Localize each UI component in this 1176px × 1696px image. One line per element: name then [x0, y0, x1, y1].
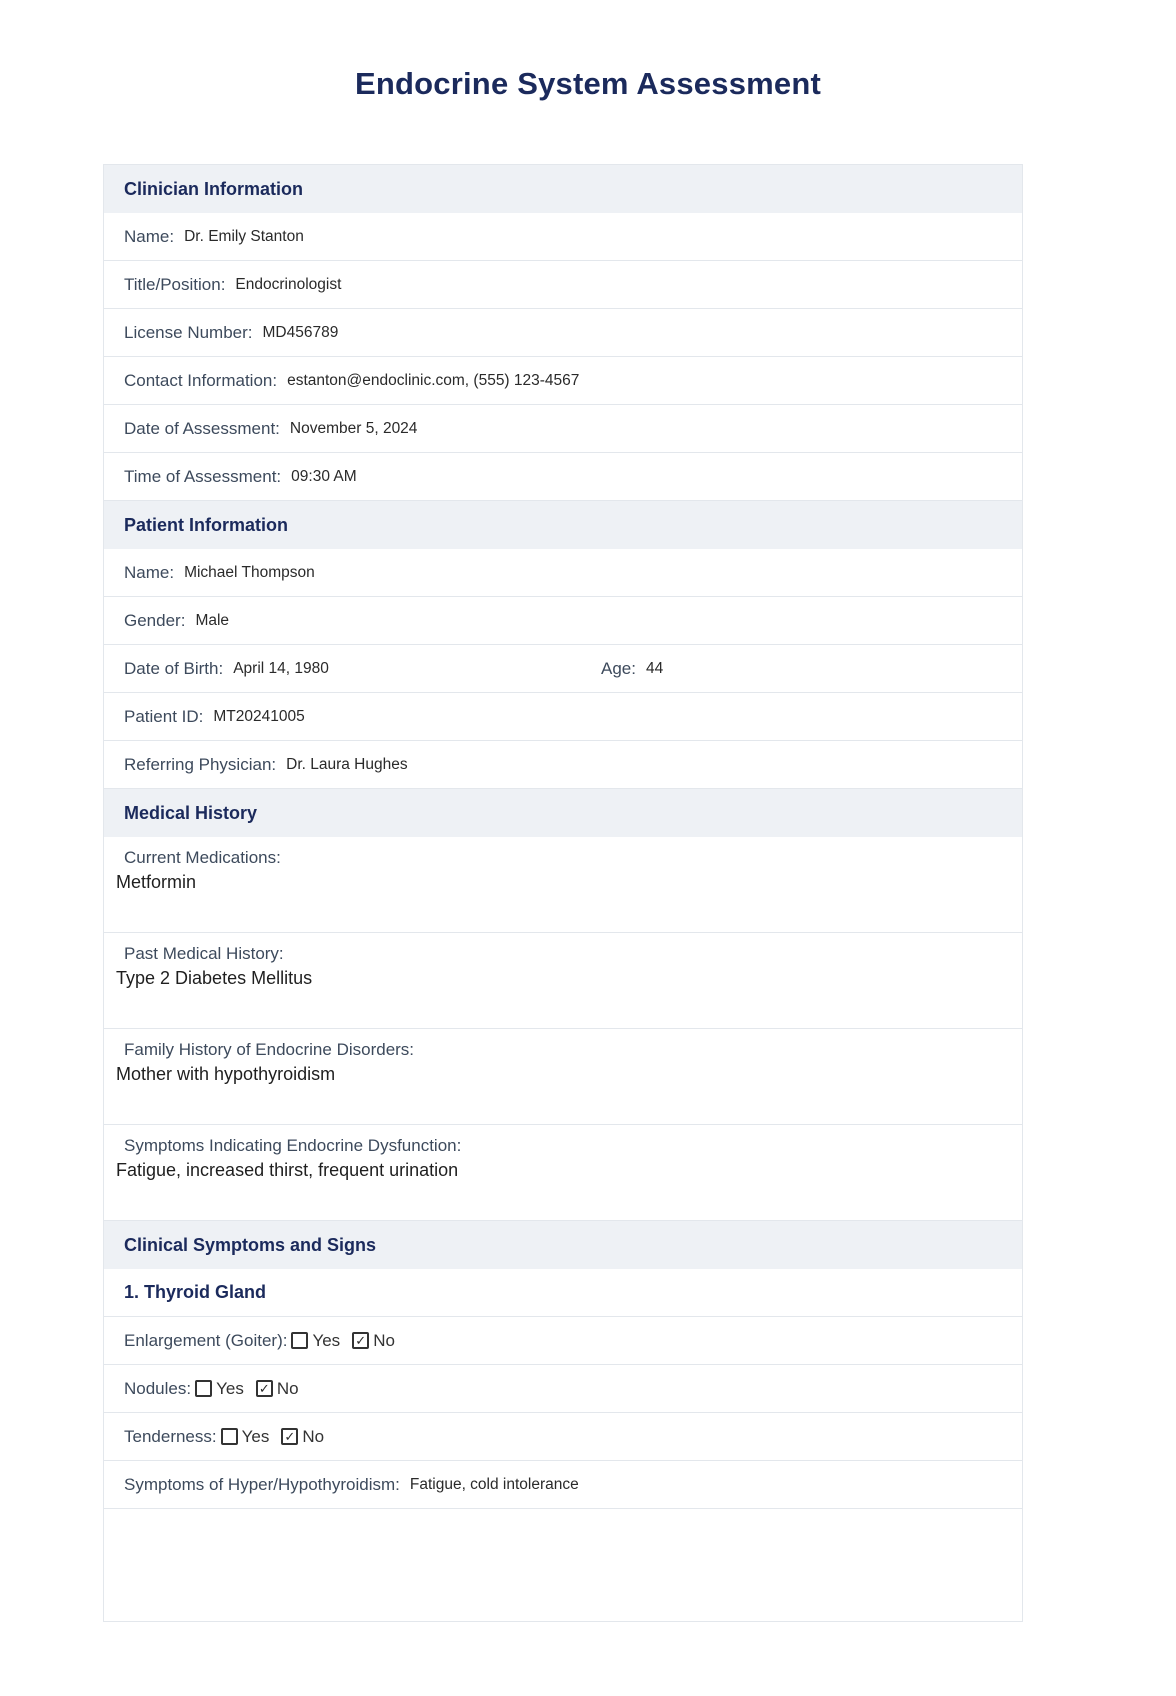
patient-name-row: [104, 549, 1022, 597]
past-medical-history-label: Past Medical History:: [124, 944, 284, 963]
patient-id-label: Patient ID:: [124, 706, 204, 726]
assessment-form: [103, 164, 1023, 1622]
symptoms-hyper-hypothyroidism-row: [104, 1461, 1022, 1509]
symptoms-endocrine-dysfunction-label: Symptoms Indicating Endocrine Dysfunction:: [124, 1136, 462, 1155]
patient-age-label: Age:: [601, 658, 636, 678]
current-medications-row: [104, 837, 1022, 933]
patient-information-section-header: Patient Information: [104, 501, 1022, 549]
symptoms-endocrine-dysfunction-row: [104, 1125, 1022, 1221]
nodules-yes-option-label: Yes: [216, 1378, 244, 1398]
tenderness-row: [104, 1413, 1022, 1461]
patient-id-row: [104, 693, 1022, 741]
contact-information-label: Contact Information:: [124, 370, 278, 390]
patient-gender-label: Gender:: [124, 610, 186, 630]
tenderness-yes-option-label: Yes: [241, 1426, 270, 1446]
clinician-information-section-header: Clinician Information: [104, 165, 1022, 213]
patient-age-value: 44: [645, 659, 664, 677]
medical-history-section-header: Medical History: [104, 789, 1022, 837]
nodules-yes-checkbox[interactable]: [195, 1380, 212, 1397]
current-medications-label: Current Medications:: [124, 848, 281, 867]
patient-name-value: Michael Thompson: [184, 563, 315, 581]
referring-physician-label: Referring Physician:: [124, 754, 277, 774]
patient-id-value: MT20241005: [213, 707, 305, 725]
thyroid-gland-row: [104, 1269, 1022, 1317]
time-of-assessment-label: Time of Assessment:: [124, 466, 282, 486]
page-title: Endocrine System Assessment: [355, 66, 821, 101]
symptoms-endocrine-dysfunction-value: Fatigue, increased thirst, frequent urination: [116, 1160, 459, 1180]
referring-physician-row: [104, 741, 1022, 789]
check-icon: ✓: [258, 1381, 270, 1396]
patient-name-label: Name:: [124, 562, 175, 582]
clinician-title-position-label: Title/Position:: [124, 274, 226, 294]
document-page: [0, 66, 1176, 1696]
date-of-assessment-label: Date of Assessment:: [124, 418, 280, 438]
nodules-no-option-label: No: [276, 1378, 299, 1398]
referring-physician-value: Dr. Laura Hughes: [286, 755, 408, 773]
license-number-row: [104, 309, 1022, 357]
enlargement-goiter-row: [104, 1317, 1022, 1365]
family-history-endocrine-disorders-row: [104, 1029, 1022, 1125]
patient-gender-row: [104, 597, 1022, 645]
enlargement-goiter-no-checkbox[interactable]: [352, 1332, 369, 1349]
family-history-endocrine-disorders-label: Family History of Endocrine Disorders:: [124, 1040, 415, 1059]
thyroid-gland-subheader: 1. Thyroid Gland: [124, 1282, 267, 1302]
contact-information-row: [104, 357, 1022, 405]
time-of-assessment-row: [104, 453, 1022, 501]
clinician-title-position-value: Endocrinologist: [235, 275, 342, 293]
nodules-row: [104, 1365, 1022, 1413]
date-of-assessment-row: [104, 405, 1022, 453]
family-history-endocrine-disorders-value: Mother with hypothyroidism: [116, 1064, 336, 1084]
nodules-label: Nodules:: [124, 1378, 192, 1398]
license-number-label: License Number:: [124, 322, 253, 342]
tenderness-label: Tenderness:: [124, 1426, 217, 1446]
date-of-assessment-value: November 5, 2024: [289, 419, 418, 437]
enlargement-goiter-no-option-label: No: [373, 1330, 395, 1350]
check-icon: ✓: [355, 1333, 367, 1348]
clinician-name-label: Name:: [124, 226, 175, 246]
check-icon: ✓: [284, 1429, 296, 1444]
date-of-birth-label: Date of Birth:: [124, 658, 224, 678]
current-medications-value: Metformin: [116, 872, 197, 892]
patient-age-field: [601, 645, 663, 692]
symptoms-hyper-hypothyroidism-label: Symptoms of Hyper/Hypothyroidism:: [124, 1474, 400, 1494]
clinical-symptoms-and-signs-section-header: Clinical Symptoms and Signs: [104, 1221, 1022, 1269]
nodules-no-checkbox[interactable]: [256, 1380, 273, 1397]
clinician-name-value: Dr. Emily Stanton: [184, 227, 304, 245]
tenderness-no-checkbox[interactable]: [281, 1428, 298, 1445]
past-medical-history-value: Type 2 Diabetes Mellitus: [116, 968, 313, 988]
symptoms-hyper-hypothyroidism-value: Fatigue, cold intolerance: [409, 1475, 579, 1493]
tenderness-no-option-label: No: [302, 1426, 325, 1446]
patient-gender-value: Male: [195, 611, 230, 629]
date-of-birth-value: April 14, 1980: [233, 659, 329, 677]
enlargement-goiter-yes-checkbox[interactable]: [291, 1332, 308, 1349]
past-medical-history-row: [104, 933, 1022, 1029]
date-of-birth-row: [104, 645, 1022, 693]
contact-information-value: estanton@endoclinic.com, (555) 123-4567: [287, 371, 580, 389]
enlargement-goiter-label: Enlargement (Goiter):: [124, 1330, 288, 1350]
tenderness-yes-checkbox[interactable]: [221, 1428, 238, 1445]
license-number-value: MD456789: [262, 323, 339, 341]
enlargement-goiter-yes-option-label: Yes: [312, 1330, 341, 1350]
clinician-name-row: [104, 213, 1022, 261]
clinician-title-position-row: [104, 261, 1022, 309]
time-of-assessment-value: 09:30 AM: [291, 467, 357, 485]
partial-next-row-row: [104, 1509, 1022, 1622]
